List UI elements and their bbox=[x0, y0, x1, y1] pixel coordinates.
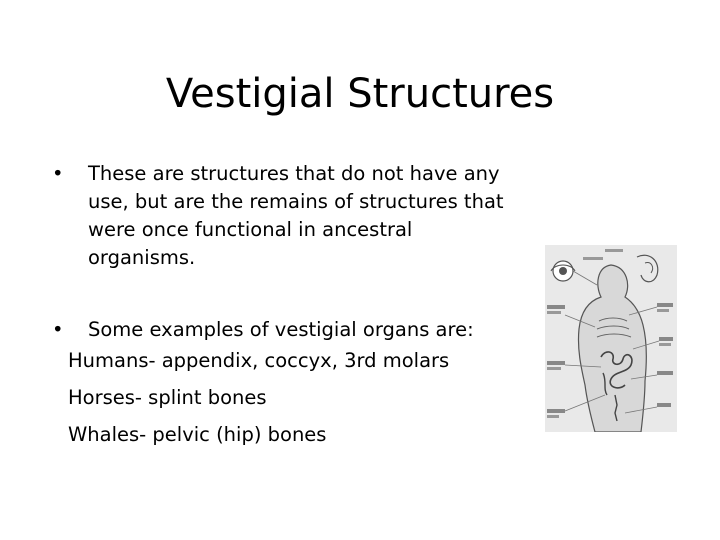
anatomy-figure bbox=[545, 245, 677, 432]
slide-title: Vestigial Structures bbox=[165, 71, 555, 117]
bullet-text: These are structures that do not have any use, but are the remains of structures that were once functional in ancestral organisms. bbox=[88, 162, 504, 269]
bullet-item-examples bbox=[52, 316, 522, 453]
bullet-marker: • bbox=[52, 162, 64, 185]
bullet-item-definition bbox=[52, 160, 522, 272]
example-horses: Horses- splint bones bbox=[68, 386, 267, 409]
human-anatomy-illustration-icon bbox=[545, 245, 677, 432]
example-humans: Humans- appendix, coccyx, 3rd molars bbox=[68, 349, 450, 372]
example-whales: Whales- pelvic (hip) bones bbox=[68, 423, 327, 446]
bullet-marker: • bbox=[52, 318, 64, 341]
bullet-text: Some examples of vestigial organs are: bbox=[88, 318, 474, 341]
example-list bbox=[52, 342, 522, 453]
